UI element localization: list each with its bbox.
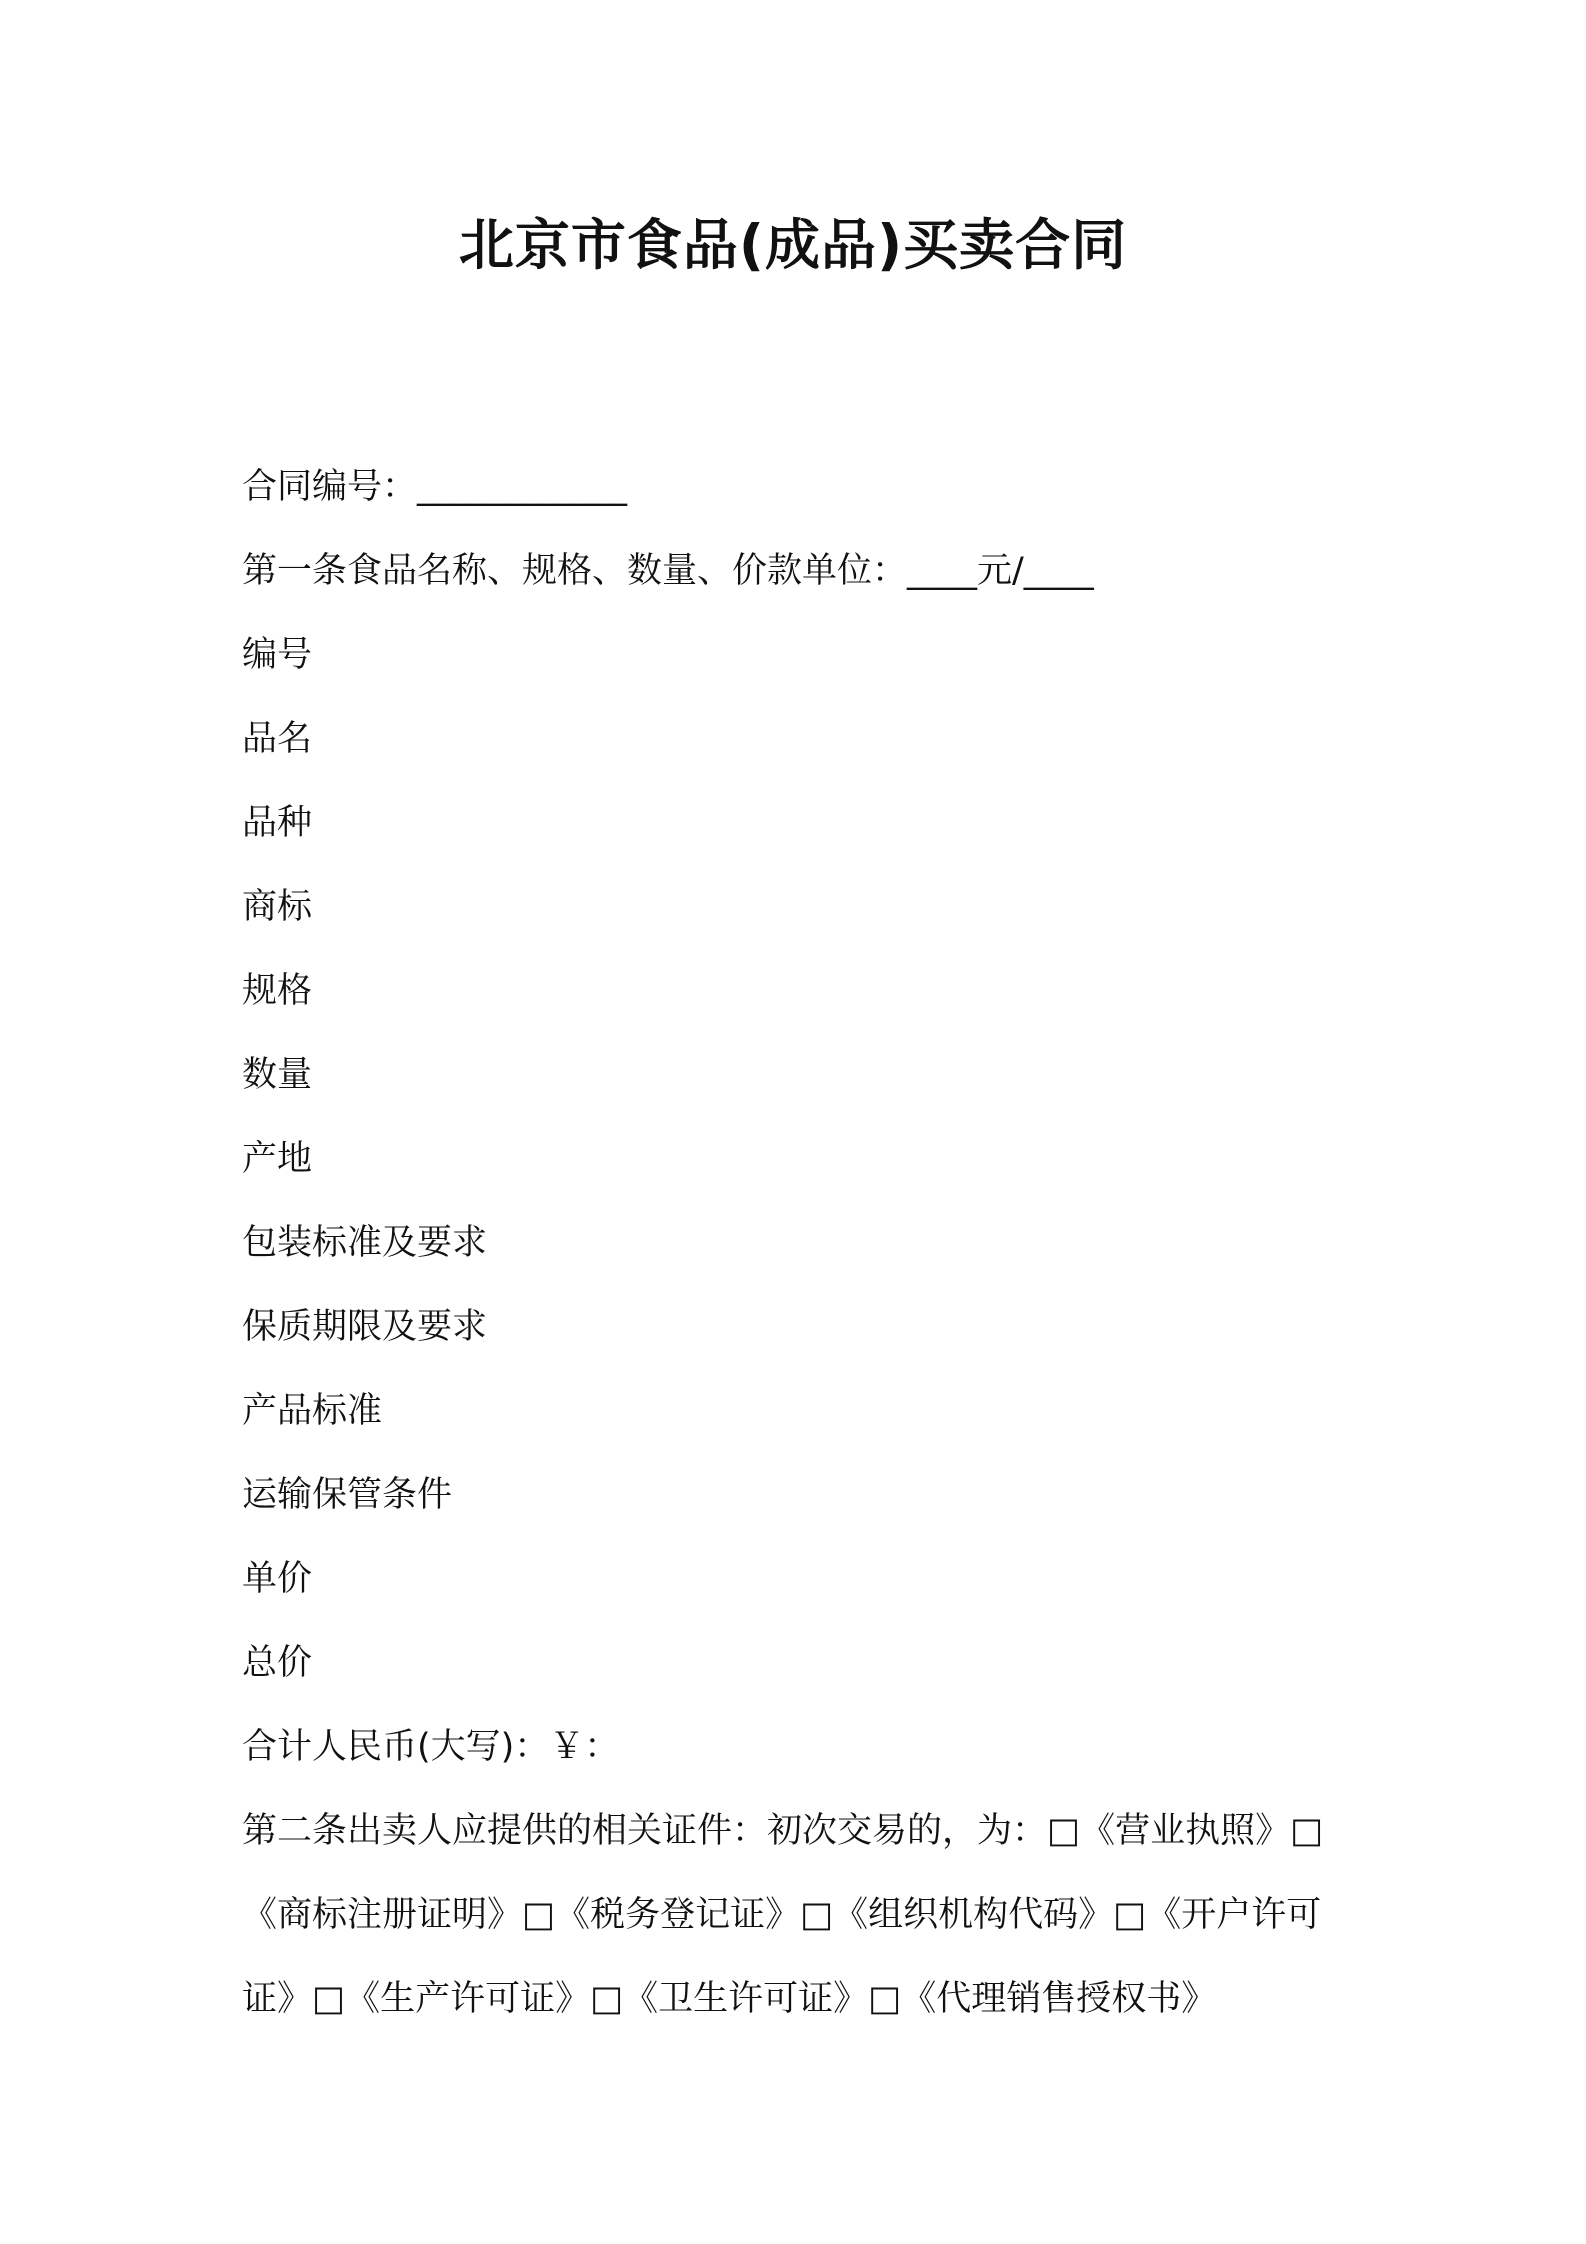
field-label: 商标	[242, 887, 313, 927]
field-label: 产品标准	[242, 1391, 383, 1431]
field-label: 规格	[242, 971, 313, 1011]
field-label: 编号	[242, 635, 313, 675]
field-label: 运输保管条件	[242, 1475, 453, 1515]
field-label: 品名	[242, 719, 313, 759]
field-label: 品种	[242, 803, 313, 843]
document-body	[242, 445, 1362, 2041]
field-label: 总价	[242, 1643, 313, 1683]
article-2-paragraph: 第二条出卖人应提供的相关证件：初次交易的，为：□《营业执照》□《商标注册证明》□《税务登记证》□《组织机构代码》□《开户许可证》□《生产许可证》□《卫生许可证》□《代理销售授权书》	[242, 1811, 1324, 2019]
field-label: 包装标准及要求	[242, 1223, 488, 1263]
field-label: 产地	[242, 1139, 313, 1179]
contract-number-line: 合同编号：____________	[242, 467, 628, 507]
field-label: 数量	[242, 1055, 313, 1095]
total-rmb-line: 合计人民币(大写)：￥：	[242, 1727, 620, 1767]
field-label: 保质期限及要求	[242, 1307, 488, 1347]
document-title: 北京市食品(成品)买卖合同	[458, 213, 1128, 277]
field-label: 单价	[242, 1559, 313, 1599]
article-1-heading: 第一条食品名称、规格、数量、价款单位：____元/____	[242, 551, 1094, 591]
